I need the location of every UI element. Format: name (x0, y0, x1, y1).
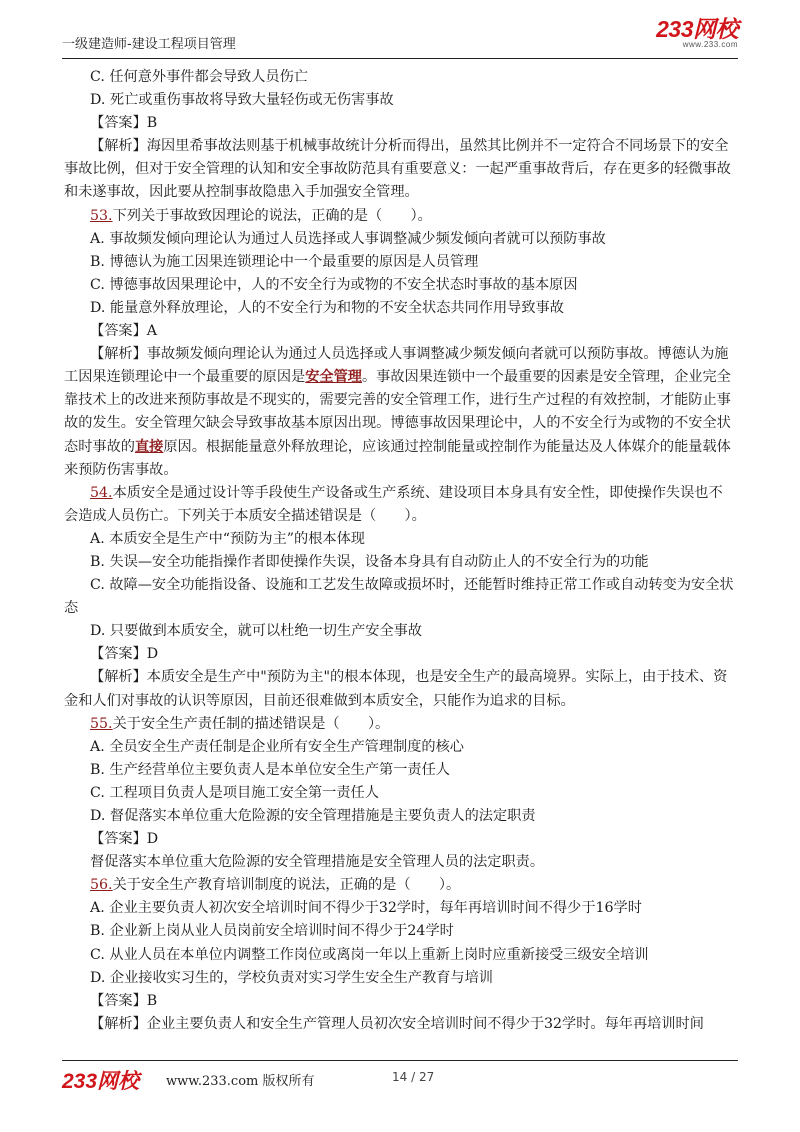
highlight-term: 安全管理 (305, 369, 362, 386)
option-line: A. 事故频发倾向理论认为通过人员选择或人事调整减少频发倾向者就可以预防事故 (90, 230, 606, 247)
question-stem (64, 205, 736, 228)
analysis-text: 【解析】事故频发倾向理论认为通过人员选择或人事调整减少频发倾向者就可以预防事故。博德认为施工因果连锁理论中一个最重要的原因是 (64, 346, 729, 386)
analysis-paragraph: 【解析】海因里希事故法则基于机械事故统计分析而得出，虽然其比例并不一定符合不同场景下的安全事故比例，但对于安全管理的认知和安全事故防范具有重要意义：一起严重事故背后，存在更多的轻微事故和未遂事故，因此要从控制事故隐患入手加强安全管理。 (64, 138, 731, 201)
answer-line: 【答案】D (90, 831, 159, 848)
page-number: 14 / 27 (392, 1070, 435, 1084)
document-body (64, 66, 736, 1036)
question-number: 56. (90, 877, 113, 894)
analysis-paragraph (64, 343, 736, 482)
option-line: D. 企业接收实习生的，学校负责对实习学生安全生产教育与培训 (90, 969, 493, 986)
footer-logo: 233网校 (62, 1070, 140, 1093)
question-number: 55. (90, 715, 113, 732)
header-title: 一级建造师-建设工程项目管理 (62, 37, 236, 52)
logo-text: 233网校 (656, 16, 738, 42)
logo-url: www.233.com (682, 40, 738, 49)
highlight-term: 直接 (134, 438, 164, 455)
option-line: A. 本质安全是生产中“预防为主”的根本体现 (90, 530, 365, 547)
option-line: C. 从业人员在本单位内调整工作岗位或离岗一年以上重新上岗时应重新接受三级安全培训 (90, 946, 649, 963)
question-stem (64, 713, 736, 736)
page-header (62, 0, 738, 59)
option-line: B. 博德认为施工因果连锁理论中一个最重要的原因是人员管理 (90, 253, 479, 270)
answer-line: 【答案】B (90, 115, 158, 132)
brand-logo (656, 18, 738, 50)
question-number: 53. (90, 207, 113, 224)
question-stem (64, 874, 736, 897)
option-line: D. 督促落实本单位重大危险源的安全管理措施是主要负责人的法定职责 (90, 808, 536, 824)
option-line: B. 生产经营单位主要负责人是本单位安全生产第一责任人 (90, 761, 450, 778)
question-text: 下列关于事故致因理论的说法，正确的是（ ）。 (112, 207, 432, 224)
answer-line: 【答案】D (90, 646, 159, 663)
option-line: D. 死亡或重伤事故将导致大量轻伤或无伤害事故 (90, 92, 394, 109)
analysis-paragraph: 【解析】本质安全是生产中"预防为主"的根本体现，也是安全生产的最高境界。实际上，由于技术、资金和人们对事故的认识等原因，目前还很难做到本质安全，只能作为追求的目标。 (64, 669, 728, 709)
analysis-paragraph: 【解析】企业主要负责人和安全生产管理人员初次安全培训时间不得少于32学时。每年再培训时间 (90, 1015, 704, 1032)
question-text: 本质安全是通过设计等手段使生产设备或生产系统、建设项目本身具有安全性，即使操作失误也不会造成人员伤亡。下列关于本质安全描述错误是（ ）。 (64, 484, 723, 524)
question-text: 关于安全生产教育培训制度的说法，正确的是（ ）。 (112, 877, 461, 894)
question-number: 54. (90, 484, 113, 501)
option-line: C. 任何意外事件都会导致人员伤亡 (90, 69, 308, 85)
answer-line: 【答案】B (90, 992, 158, 1009)
option-line: A. 全员安全生产责任制是企业所有安全生产管理制度的核心 (90, 738, 464, 755)
option-line: B. 企业新上岗从业人员岗前安全培训时间不得少于24学时 (90, 923, 454, 940)
option-line: C. 故障—安全功能指设备、设施和工艺发生故障或损坏时，还能暂时维持正常工作或自动转变为安全状态 (64, 577, 734, 617)
footer-copyright: www.233.com 版权所有 (166, 1074, 315, 1089)
option-line: D. 只要做到本质安全，就可以杜绝一切生产安全事故 (90, 623, 423, 640)
page-footer (62, 1060, 738, 1091)
option-line: C. 博德事故因果理论中，人的不安全行为或物的不安全状态时事故的基本原因 (90, 276, 578, 293)
option-line: C. 工程项目负责人是项目施工安全第一责任人 (90, 784, 379, 801)
answer-line: 【答案】A (90, 323, 157, 340)
analysis-paragraph: 督促落实本单位重大危险源的安全管理措施是安全管理人员的法定职责。 (90, 854, 545, 871)
option-line: D. 能量意外释放理论，人的不安全行为和物的不安全状态共同作用导致事故 (90, 299, 564, 316)
option-line: B. 失误—安全功能指操作者即使操作失误，设备本身具有自动防止人的不安全行为的功能 (90, 553, 649, 570)
analysis-text: 。事故因果连锁中一个最重要的因素是安全管理，企业完全靠技术上的改进来预防事故是不现实的，需要完善的安全管理工作，进行生产过程的有效控制，才能防止事故的发生。安全管理欠缺会导致事故基本原因出现。博德事故因果理论中，人的不安全行为或物的不安全状态时事故的 (64, 369, 731, 455)
question-text: 关于安全生产责任制的描述错误是（ ）。 (112, 715, 390, 732)
option-line: A. 企业主要负责人初次安全培训时间不得少于32学时，每年再培训时间不得少于16学时 (90, 900, 642, 917)
analysis-text: 原因。根据能量意外释放理论，应该通过控制能量或控制作为能量达及人体媒介的能量载体来预防伤害事故。 (64, 438, 731, 478)
question-stem (64, 482, 736, 528)
